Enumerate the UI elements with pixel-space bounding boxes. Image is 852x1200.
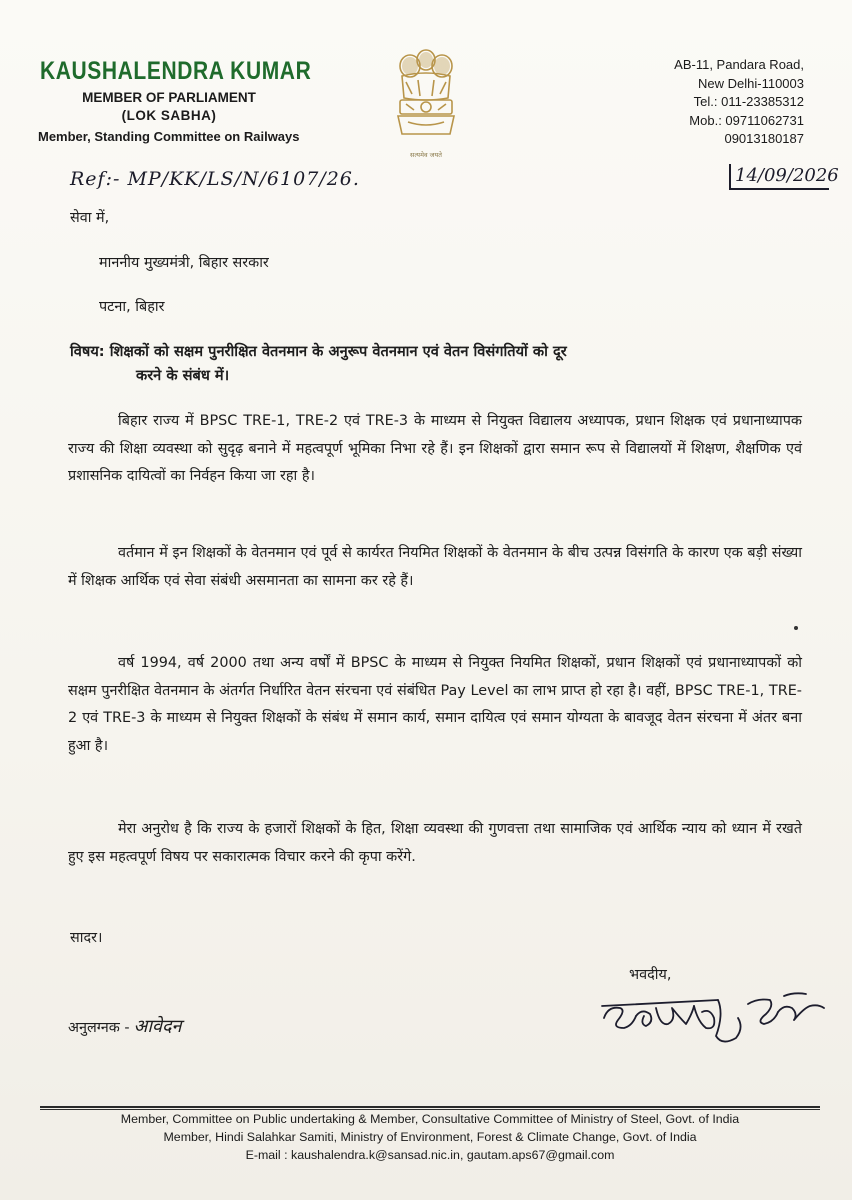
reference-number: Ref:- MP/KK/LS/N/6107/26. [70,168,360,190]
date-box [729,164,839,190]
mp-house: (LOK SABHA) [121,108,217,123]
address-line-2: New Delhi-110003 [698,75,804,91]
mobile-2: 09013180187 [724,131,804,147]
footer-divider [40,1106,820,1108]
recipient-line-2: पटना, बिहार [99,299,165,315]
footer-email: E-mail : kaushalendra.k@sansad.nic.in, gautam.aps67@gmail.com [245,1148,615,1162]
enclosure [68,1014,182,1038]
date-bracket-underline [729,188,829,190]
subject-label: विषय: [70,343,105,360]
paper-speck [794,626,798,630]
body-paragraph-4: मेरा अनुरोध है कि राज्य के हजारों शिक्षकों के हित, शिक्षा व्यवस्था की गुणवत्ता तथा सामाजिक एवं आर्थिक न्याय को ध्यान में रखते हुए इस महत्वपूर्ण विषय पर सकारात्मक विचार करने की कृपा करेंगे. [68,821,802,865]
mp-committee: Member, Standing Committee on Railways [38,129,300,144]
signature-image [598,978,830,1054]
national-emblem-icon [388,42,464,162]
enclosure-label: अनुलग्नक - [68,1020,130,1036]
closing: सादर। [70,930,103,946]
body-paragraph-1: बिहार राज्य में BPSC TRE-1, TRE-2 एवं TRE-3 के माध्यम से नियुक्त विद्यालय अध्यापक, प्रधान शिक्षक एवं प्रधानाध्यापक राज्य की शिक्षा व्यवस्था को सुदृढ़ बनाने में महत्वपूर्ण भूमिका निभा रहे हैं। इन शिक्षकों द्वारा समान रूप से विद्यालयों में शिक्षण, शैक्षणिक एवं प्रशासनिक दायित्वों का निर्वहन किया जा रहा है। [68,413,802,484]
mobile: Mob.: 09711062731 [689,112,804,128]
body-paragraph-2: वर्तमान में इन शिक्षकों के वेतनमान एवं पूर्व से कार्यरत नियमित शिक्षकों के वेतनमान के बीच उत्पन्न विसंगति के कारण एक बड़ी संख्या में शिक्षक आर्थिक एवं सेवा संबंधी असमानता का सामना कर रहे हैं। [68,545,802,589]
address-line-1: AB-11, Pandara Road, [674,57,804,72]
letterhead-address [674,56,804,149]
enclosure-value: आवेदन [133,1016,182,1037]
recipient-line-1: माननीय मुख्यमंत्री, बिहार सरकार [99,255,269,271]
regards: भवदीय, [629,967,672,983]
mp-title: MEMBER OF PARLIAMENT [82,90,256,105]
date-bracket-vertical [729,164,731,190]
footer-line-1: Member, Committee on Public undertaking & Member, Consultative Committee of Ministry of Steel, Govt. of India [120,1112,740,1126]
salutation: सेवा में, [70,210,110,226]
subject [70,340,800,388]
telephone: Tel.: 011-23385312 [693,94,804,110]
letter-date: 14/09/2026 [735,165,839,186]
footer [40,1110,820,1164]
subject-line-1: शिक्षकों को सक्षम पुनरीक्षित वेतनमान के अनुरूप वेतनमान एवं वेतन विसंगतियों को दूर [104,343,567,360]
mp-name: KAUSHALENDRA KUMAR [40,58,312,86]
letterhead-left [38,58,358,144]
footer-line-2: Member, Hindi Salahkar Samiti, Ministry of Environment, Forest & Climate Change, Govt. of India [163,1130,697,1144]
subject-line-2: करने के संबंध में। [136,367,230,384]
body-paragraph-3: वर्ष 1994, वर्ष 2000 तथा अन्य वर्षों में BPSC के माध्यम से नियुक्त नियमित शिक्षकों, प्रधान शिक्षकों एवं प्रधानाध्यापकों को सक्षम पुनरीक्षित वेतनमान के अंतर्गत निर्धारित वेतन संरचना एवं संबंधित Pay Level का लाभ प्राप्त हो रहा है। वहीं, BPSC TRE-1, TRE-2 एवं TRE-3 के माध्यम से नियुक्त शिक्षकों के संबंध में समान कार्य, समान दायित्व एवं समान योग्यता के बावजूद वेतन संरचना में अंतर बना हुआ है। [68,655,802,754]
emblem-caption: सत्यमेव जयते [410,151,442,159]
